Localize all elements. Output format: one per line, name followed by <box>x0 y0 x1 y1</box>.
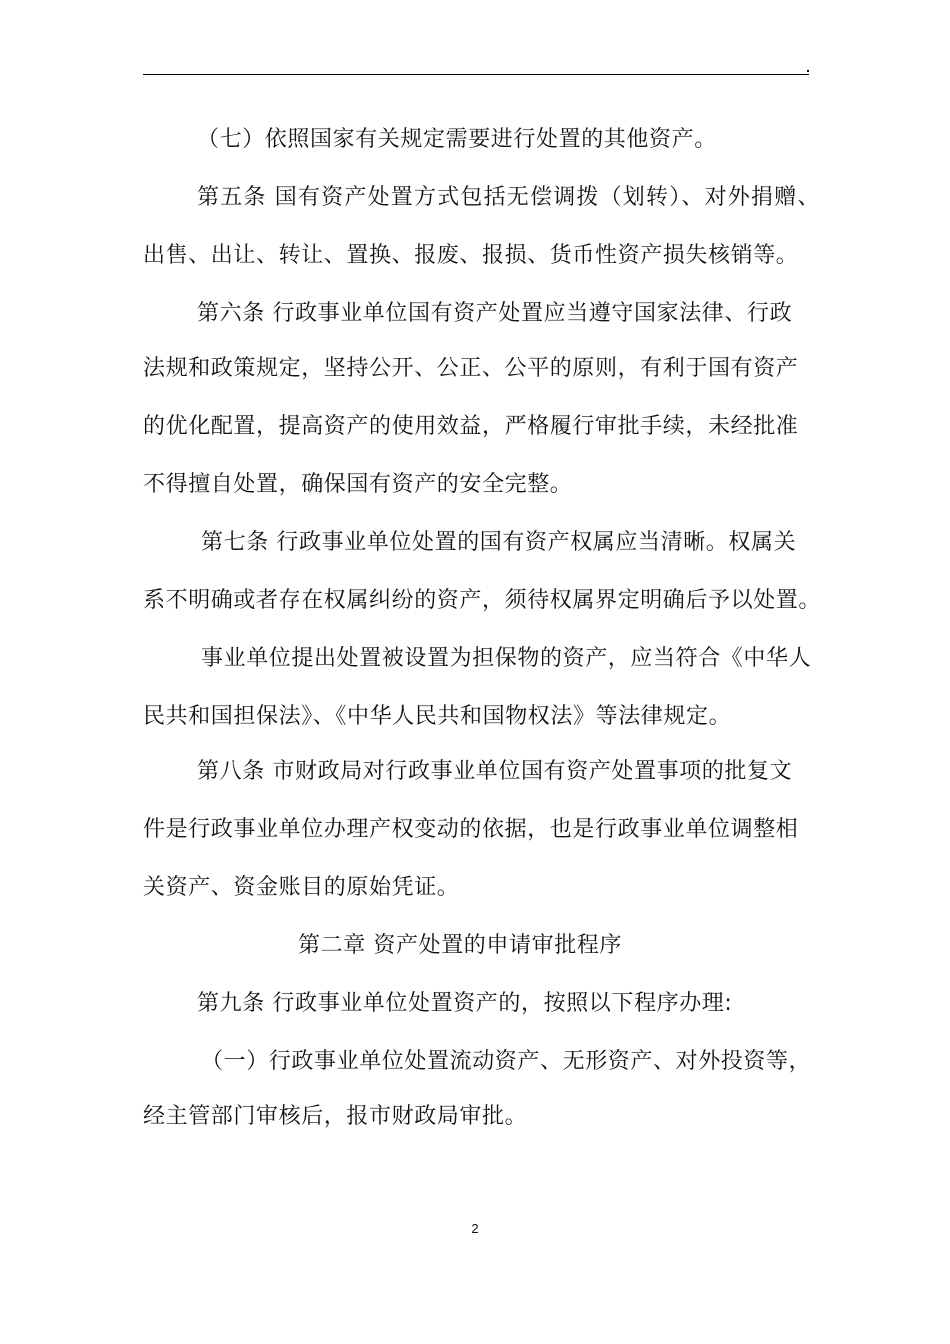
text-line: 不得擅自处置，确保国有资产的安全完整。 <box>143 472 573 497</box>
article-9-heading-line: 第九条 行政事业单位处置资产的，按照以下程序办理: <box>197 991 733 1016</box>
text-line: 法规和政策规定，坚持公开、公正、公平的原则，有利于国有资产 <box>143 356 799 381</box>
article-5-heading-line: 第五条 国有资产处置方式包括无偿调拨（划转）、对外捐赠、 <box>197 185 821 210</box>
text-line: 民共和国担保法》、《中华人民共和国物权法》等法律规定。 <box>143 704 732 729</box>
header-rule-tick <box>807 70 809 72</box>
text-line: 系不明确或者存在权属纠纷的资产，须待权属界定明确后予以处置。 <box>143 588 822 613</box>
text-line: 事业单位提出处置被设置为担保物的资产，应当符合《中华人 <box>201 646 812 671</box>
header-rule <box>143 74 809 75</box>
text-line: （七）依照国家有关规定需要进行处置的其他资产。 <box>197 127 717 152</box>
text-line: 经主管部门审核后，报市财政局审批。 <box>143 1104 528 1129</box>
article-7-heading-line: 第七条 行政事业单位处置的国有资产权属应当清晰。权属关 <box>201 530 797 555</box>
text-line: 的优化配置，提高资产的使用效益，严格履行审批手续，未经批准 <box>143 414 799 439</box>
article-8-heading-line: 第八条 市财政局对行政事业单位国有资产处置事项的批复文 <box>197 759 793 784</box>
article-6-heading-line: 第六条 行政事业单位国有资产处置应当遵守国家法律、行政 <box>197 301 793 326</box>
text-line: 关资产、资金账目的原始凭证。 <box>143 875 460 900</box>
page-number: 2 <box>471 1221 479 1236</box>
chapter-heading: 第二章 资产处置的申请审批程序 <box>298 933 622 958</box>
text-line: （一）行政事业单位处置流动资产、无形资产、对外投资等， <box>201 1049 812 1074</box>
text-line: 出售、出让、转让、置换、报废、报损、货币性资产损失核销等。 <box>143 243 799 268</box>
text-line: 件是行政事业单位办理产权变动的依据，也是行政事业单位调整相 <box>143 817 799 842</box>
